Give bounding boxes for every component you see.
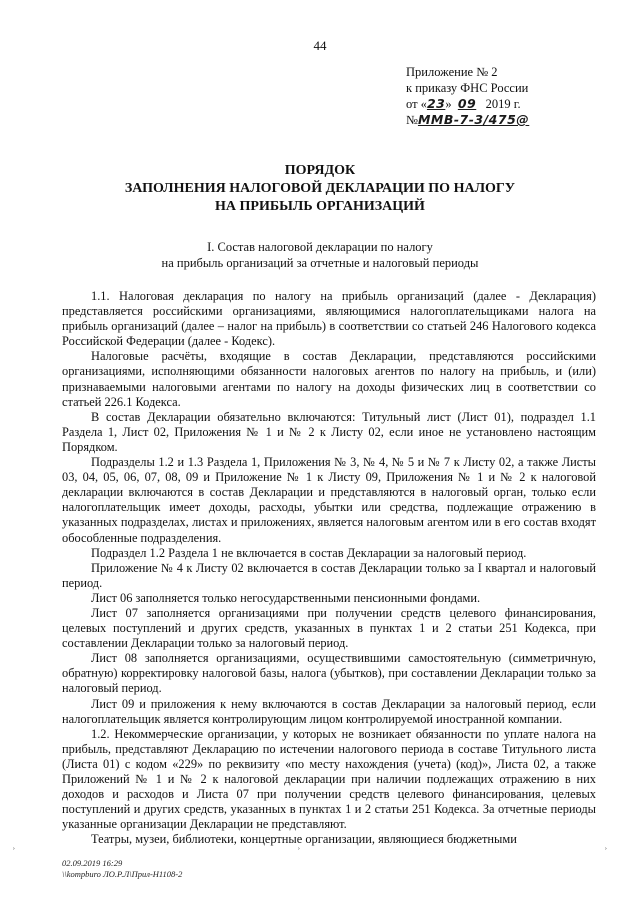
title-line-1: ПОРЯДОК — [284, 163, 356, 178]
body-text — [62, 289, 596, 847]
section-heading — [60, 239, 580, 271]
appendix-date — [406, 96, 606, 112]
title-line-2: ЗАПОЛНЕНИЯ НАЛОГОВОЙ ДЕКЛАРАЦИИ ПО НАЛОГУ — [124, 181, 516, 196]
corner-mark-center: ʾ — [297, 846, 301, 858]
paragraph: Лист 08 заполняется организациями, осуществившими самостоятельную (симметричную, обратную) корректировку налоговой базы, налога (убытков), при составлении Декларации только за налоговый период. — [62, 651, 596, 696]
paragraph: 1.1. Налоговая декларация по налогу на прибыль организаций (далее - Декларация) представляется российскими организациями, являющимися налогоплательщиками налога на прибыль организаций (далее – налог на прибыль) в соответствии со статьей 246 Налогового кодекса Российской Федерации (далее - Кодекс). — [62, 289, 596, 349]
appendix-block — [406, 64, 606, 128]
page-number: 44 — [313, 38, 327, 53]
date-month: 09 — [457, 96, 477, 111]
appendix-order-ref: к приказу ФНС России — [406, 81, 529, 95]
date-year: 2019 г. — [485, 97, 521, 111]
date-day: 23 — [426, 96, 446, 111]
paragraph: Лист 06 заполняется только негосударственными пенсионными фондами. — [91, 590, 481, 605]
appendix-title: Приложение № 2 — [406, 65, 498, 79]
section-line-1: I. Состав налоговой декларации по налогу — [207, 240, 433, 254]
appendix-number — [406, 112, 606, 128]
document-title — [60, 162, 580, 216]
paragraph: Подразделы 1.2 и 1.3 Раздела 1, Приложения № 3, № 4, № 5 и № 7 к Листу 02, а также Листы 03, 04, 05, 06, 07, 08, 09 и Приложение № 1 к Листу 09, Приложения № 1 и № 2 к налоговой декларации включаются в состав Декларации и представляются в налоговый орган, только если налогоплательщик имеет доходы, расходы, убытки или средства, подлежащие отражению в указанных подразделах, листах и приложениях, является налоговым агентом или в его состав входят обособленные подразделения. — [62, 455, 596, 545]
paragraph: Приложение № 4 к Листу 02 включается в состав Декларации только за I квартал и налоговый период. — [62, 560, 596, 590]
title-line-3: НА ПРИБЫЛЬ ОРГАНИЗАЦИЙ — [215, 199, 425, 214]
paragraph: В состав Декларации обязательно включаются: Титульный лист (Лист 01), подраздел 1.1 Раздела 1, Лист 02, Приложения № 1 и № 2 к Листу 02, если иное не установлено настоящим Порядком. — [62, 409, 596, 454]
footer — [62, 858, 182, 880]
number-prefix: № — [406, 113, 418, 127]
paragraph: Налоговые расчёты, входящие в состав Декларации, представляются российскими организациями, исполняющими обязанности налоговых агентов по налогу на прибыль, и (или) признаваемыми налоговыми агентами по налогу на доходы физических лиц в соответствии со статьей 226.1 Кодекса. — [62, 349, 596, 409]
paragraph: Лист 09 и приложения к нему включаются в состав Декларации за налоговый период, если налогоплательщик является контролирующим лицом контролируемой иностранной компании. — [62, 696, 596, 726]
corner-mark-left: ʾ — [12, 846, 16, 858]
paragraph: Подраздел 1.2 Раздела 1 не включается в состав Декларации за налоговый период. — [91, 545, 527, 560]
number-value: ММВ-7-3/475@ — [417, 112, 530, 127]
footer-file-path: \\kompburo ЛО.Р.Л\Прил-Н1108-2 — [62, 869, 183, 879]
corner-mark-right: ʾ — [604, 846, 608, 858]
paragraph: 1.2. Некоммерческие организации, у которых не возникает обязанности по уплате налога на прибыль, представляют Декларацию по истечении налогового периода в составе Титульного листа (Листа 01) с кодом «229» по реквизиту «по месту нахождения (учета) (код)», Листа 02, а также Приложений № 1 и № 2 к налоговой декларации при наличии подлежащих отражению в них доходов и расходов и Листа 07 при получении средств целевого финансирования, целевых поступлений и других средств, указанных в пунктах 1 и 2 статьи 251 Кодекса. За отчетные периоды указанные организации Декларации не представляют. — [62, 726, 596, 832]
paragraph: Лист 07 заполняется организациями при получении средств целевого финансирования, целевых поступлений и других средств, указанных в пунктах 1 и 2 статьи 251 Кодекса, при составлении Декларации только за налоговый период. — [62, 605, 596, 651]
section-line-2: на прибыль организаций за отчетные и налоговый периоды — [161, 256, 479, 270]
footer-timestamp: 02.09.2019 16:29 — [62, 858, 123, 868]
paragraph: Театры, музеи, библиотеки, концертные организации, являющиеся бюджетными — [91, 832, 517, 847]
date-prefix: от « — [406, 97, 427, 111]
date-mid: » — [445, 97, 452, 111]
